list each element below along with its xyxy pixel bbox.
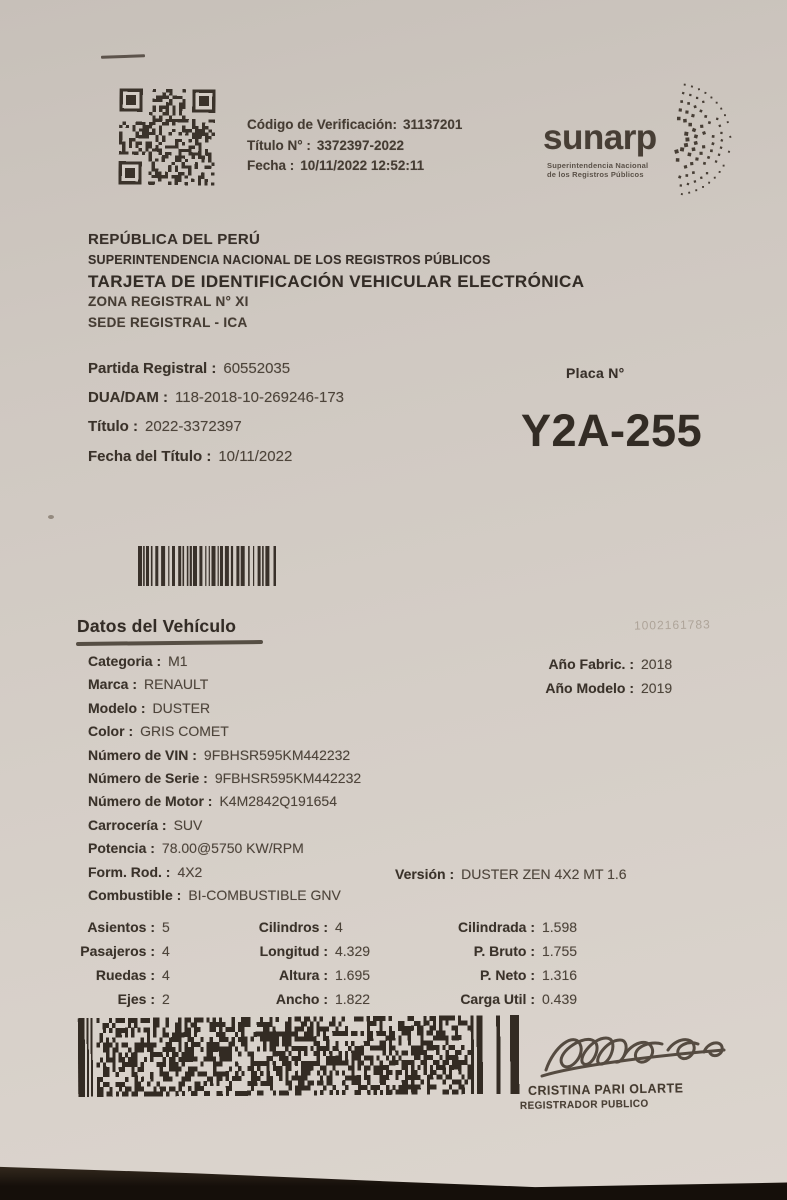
- verification-title-label: Título N° :: [247, 138, 311, 153]
- field-row-duadam: [88, 389, 344, 406]
- field-value: GRIS COMET: [140, 723, 229, 740]
- field-value: DUSTER ZEN 4X2 MT 1.6: [461, 866, 627, 882]
- field-value: 1.822: [335, 991, 371, 1007]
- scan-artifact-dash: [101, 54, 145, 59]
- verification-code-line: [247, 117, 462, 132]
- field-label: Altura :: [279, 967, 328, 983]
- field-label: P. Bruto :: [473, 943, 535, 959]
- header-doc-title: TARJETA DE IDENTIFICACIÓN VEHICULAR ELECTRÓNICA: [88, 272, 585, 291]
- field-value: 4X2: [177, 863, 203, 880]
- verification-code-label: Código de Verificación:: [247, 117, 398, 132]
- field-label: Año Fabric. :: [548, 656, 634, 672]
- qr-code-icon: [118, 86, 215, 187]
- field-label: Fecha del Título :: [88, 448, 212, 465]
- field-value: 1.755: [542, 943, 578, 959]
- field-row-potencia: [88, 840, 361, 863]
- field-value: 60552035: [223, 360, 291, 377]
- field-label: Color :: [88, 723, 134, 740]
- specs-column-2: [238, 919, 370, 1008]
- field-row-categoria: [88, 653, 361, 676]
- field-value: 9FBHSR595KM442232: [214, 769, 362, 786]
- scan-artifact-speck: [48, 515, 54, 519]
- verification-title-line: [247, 138, 404, 153]
- field-label: Año Modelo :: [545, 680, 634, 696]
- field-value: 10/11/2022: [218, 448, 293, 465]
- vehicle-year-fields: [537, 656, 672, 697]
- barcode-1d-icon: [138, 546, 276, 586]
- field-row-fecha-titulo: [88, 448, 292, 465]
- field-label: Combustible :: [88, 886, 182, 903]
- field-row-titulo: [88, 418, 242, 435]
- field-label: Título :: [88, 418, 138, 435]
- field-value: 78.00@5750 KW/RPM: [161, 840, 304, 857]
- field-label: Número de Serie :: [88, 769, 208, 786]
- field-value: K4M2842Q191654: [219, 793, 337, 810]
- field-label: Cilindrada :: [457, 919, 535, 935]
- field-label: Categoria :: [88, 653, 162, 669]
- sunarp-tagline-line2: de los Registros Públicos: [547, 170, 644, 179]
- sunarp-logo: sunarp: [543, 118, 657, 157]
- field-value: 2: [162, 991, 170, 1007]
- field-row-carroceria: [88, 817, 361, 840]
- verification-title-value: 3372397-2022: [316, 138, 404, 153]
- field-label: Asientos :: [87, 919, 155, 935]
- field-label: Ejes :: [117, 991, 155, 1007]
- sunarp-tagline: [547, 161, 648, 179]
- header-republic: REPÚBLICA DEL PERÚ: [88, 231, 261, 248]
- watermark-number: 1002161783: [633, 617, 711, 633]
- specs-column-1: [62, 919, 170, 1008]
- field-label: Potencia :: [88, 840, 155, 857]
- field-value: 0.439: [542, 991, 578, 1007]
- field-label: Número de VIN :: [88, 746, 197, 763]
- field-row-modelo: [88, 700, 361, 723]
- field-label: Partida Registral :: [88, 360, 217, 377]
- field-row-serie: [88, 770, 361, 793]
- field-value: RENAULT: [144, 676, 209, 693]
- field-label: Versión :: [395, 866, 455, 882]
- field-value: 2018: [641, 656, 673, 672]
- plate-label: Placa N°: [566, 365, 625, 381]
- plate-number: Y2A-255: [521, 405, 703, 456]
- field-value: 4: [335, 919, 343, 935]
- field-row-form-rod: [88, 864, 361, 887]
- barcode-pdf417-icon: [78, 1014, 523, 1097]
- sunarp-starburst-icon: [656, 80, 780, 204]
- field-value: BI-COMBUSTIBLE GNV: [188, 886, 341, 903]
- specs-column-3: [440, 919, 577, 1008]
- field-value: 4: [162, 943, 170, 959]
- field-label: Número de Motor :: [88, 793, 213, 810]
- verification-code-value: 31137201: [403, 117, 463, 132]
- field-row-partida: [88, 360, 290, 377]
- field-value: 2019: [641, 680, 673, 696]
- field-value: DUSTER: [152, 699, 211, 716]
- field-label: Carrocería :: [88, 816, 167, 833]
- field-label: Ruedas :: [95, 967, 155, 983]
- field-value: 1.695: [335, 967, 371, 983]
- field-label: Pasajeros :: [80, 943, 155, 959]
- verification-date-line: [247, 158, 424, 173]
- registrar-role: REGISTRADOR PUBLICO: [519, 1097, 649, 1112]
- field-value: SUV: [173, 816, 203, 833]
- field-value: 1.316: [542, 967, 578, 983]
- field-value: 4.329: [335, 943, 371, 959]
- field-value: 9FBHSR595KM442232: [203, 746, 351, 763]
- field-label: P. Neto :: [480, 967, 535, 983]
- field-value: M1: [168, 653, 188, 669]
- field-value: 1.598: [542, 919, 578, 935]
- photo-edge-shadow: [0, 1154, 787, 1200]
- field-row-version: [395, 866, 627, 882]
- header-sede: SEDE REGISTRAL - ICA: [88, 315, 248, 330]
- section-title-datos: Datos del Vehículo: [77, 616, 237, 636]
- vehicle-left-fields: [88, 653, 361, 910]
- verification-date-label: Fecha :: [247, 158, 295, 173]
- field-label: Modelo :: [88, 699, 146, 716]
- field-row-color: [88, 723, 361, 746]
- field-value: 5: [162, 919, 170, 935]
- verification-date-value: 10/11/2022 12:52:11: [300, 158, 425, 173]
- field-label: DUA/DAM :: [88, 389, 168, 406]
- field-row-combustible: [88, 887, 361, 910]
- field-label: Cilindros :: [258, 919, 328, 935]
- field-label: Ancho :: [275, 991, 328, 1007]
- field-label: Carga Util :: [460, 991, 535, 1007]
- registrar-name: CRISTINA PARI OLARTE: [527, 1080, 684, 1098]
- field-row-vin: [88, 747, 361, 770]
- field-row-marca: [88, 676, 361, 699]
- sunarp-tagline-line1: Superintendencia Nacional: [547, 161, 649, 170]
- field-row-motor: [88, 793, 361, 816]
- field-value: 4: [162, 967, 170, 983]
- field-label: Marca :: [88, 676, 138, 693]
- header-zone: ZONA REGISTRAL N° XI: [88, 294, 249, 309]
- field-label: Form. Rod. :: [88, 863, 171, 880]
- field-label: Longitud :: [259, 943, 328, 959]
- field-value: 118-2018-10-269246-173: [175, 389, 345, 406]
- header-superintendencia: SUPERINTENDENCIA NACIONAL DE LOS REGISTROS PÚBLICOS: [88, 253, 491, 267]
- section-underline: [76, 640, 263, 645]
- field-value: 2022-3372397: [144, 418, 242, 435]
